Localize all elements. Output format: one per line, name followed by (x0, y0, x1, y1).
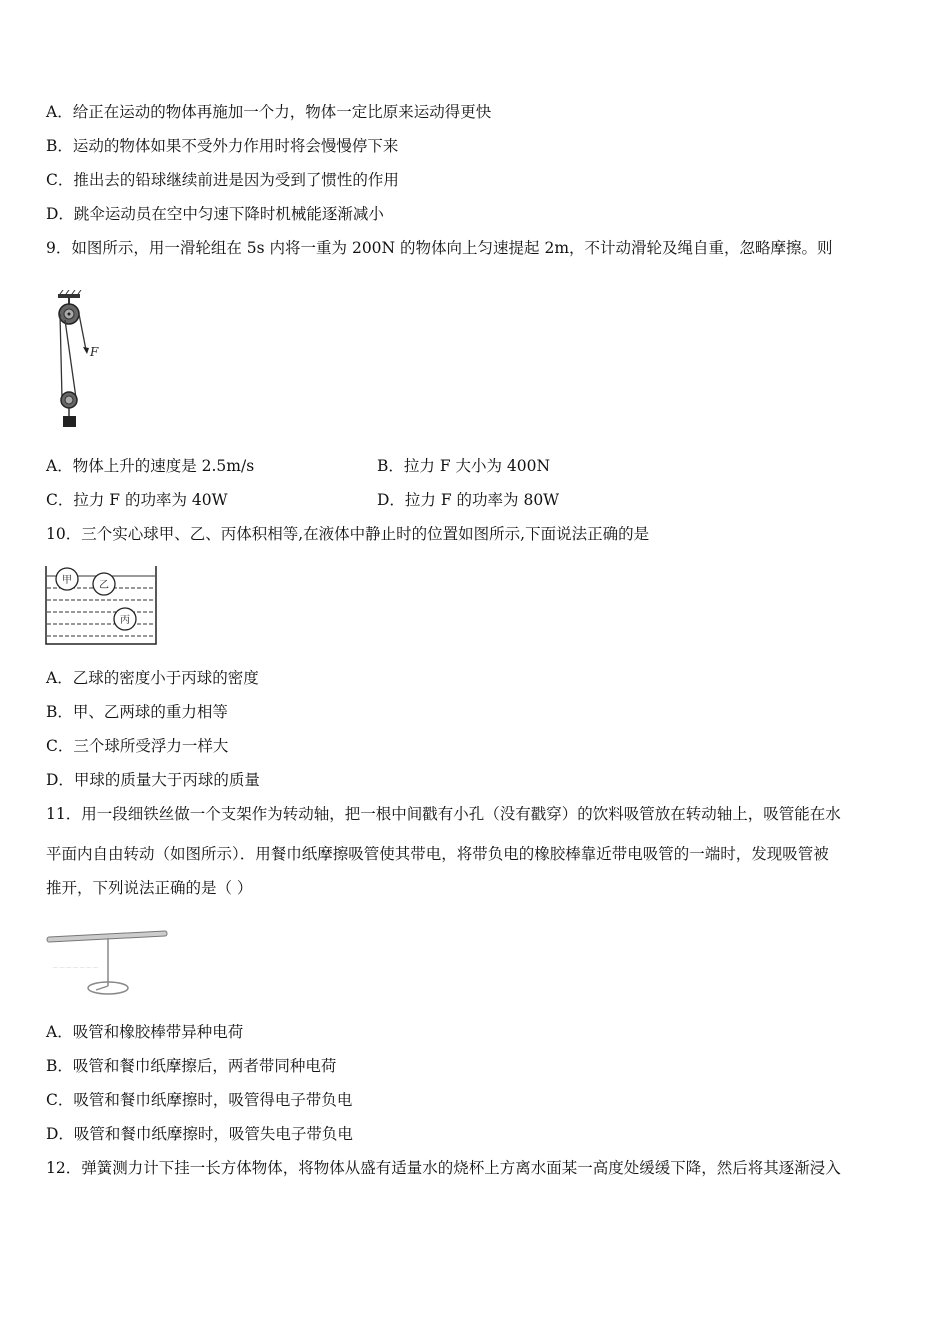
q11-stem-line3: 推开，下列说法正确的是（ ） (46, 879, 253, 897)
q10-option-a: A．乙球的密度小于丙球的密度 (46, 669, 259, 687)
q10-stem: 10．三个实心球甲、乙、丙体积相等,在液体中静止时的位置如图所示,下面说法正确的是 (46, 525, 650, 543)
fixed-pulley (59, 304, 79, 324)
ceiling-mount (58, 290, 81, 304)
q10-option-b: B．甲、乙两球的重力相等 (46, 703, 228, 721)
straw (47, 931, 167, 942)
q12-stem: 12．弹簧测力计下挂一长方体物体，将物体从盛有适量水的烧杯上方离水面某一高度处缓缓下降，然后将其逐渐浸入 (46, 1159, 841, 1177)
q9-option-b: B．拉力 F 大小为 400N (377, 457, 551, 475)
q10-option-d: D．甲球的质量大于丙球的质量 (46, 771, 260, 789)
ball-jia (56, 568, 78, 590)
q10-option-c: C．三个球所受浮力一样大 (46, 737, 229, 755)
ball-jia-label: 甲 (62, 575, 72, 586)
force-arrow (83, 347, 89, 354)
q9-option-c: C．拉力 F 的功率为 40W (46, 491, 228, 509)
q8-option-b: B．运动的物体如果不受外力作用时将会慢慢停下来 (46, 137, 399, 155)
q11-option-b: B．吸管和餐巾纸摩擦后，两者带同种电荷 (46, 1057, 337, 1075)
pulley-figure (52, 290, 112, 430)
q9-option-a: A．物体上升的速度是 2.5m/s (46, 457, 255, 475)
q11-stem-line1: 11．用一段细铁丝做一个支架作为转动轴，把一根中间戳有小孔（没有戳穿）的饮料吸管放在转动轴上，吸管能在水 (46, 805, 841, 823)
ball-yi (93, 573, 115, 595)
weight-block (63, 416, 76, 427)
ball-bing (114, 608, 136, 630)
floating-balls-figure (44, 564, 160, 648)
q11-stem-line2: 平面内自由转动（如图所示）．用餐巾纸摩擦吸管使其带电，将带负电的橡胶棒靠近带电吸管的一端时，发现吸管被 (46, 845, 829, 863)
q8-option-c: C．推出去的铅球继续前进是因为受到了惯性的作用 (46, 171, 399, 189)
q9-stem: 9．如图所示，用一滑轮组在 5s 内将一重为 200N 的物体向上匀速提起 2m，不计动滑轮及绳自重，忽略摩擦。则 (46, 239, 833, 257)
force-label: F (90, 345, 99, 359)
q8-option-a: A．给正在运动的物体再施加一个力，物体一定比原来运动得更快 (46, 103, 492, 121)
q9-option-d: D．拉力 F 的功率为 80W (377, 491, 560, 509)
faint-watermark-mark: ~~~~~~~ (52, 963, 99, 972)
movable-pulley (61, 392, 77, 416)
q8-option-d: D．跳伞运动员在空中匀速下降时机械能逐渐减小 (46, 205, 384, 223)
q11-option-a: A．吸管和橡胶棒带异种电荷 (46, 1023, 244, 1041)
straw-stand-figure (44, 922, 172, 1002)
ball-bing-label: 丙 (120, 615, 130, 626)
q11-option-d: D．吸管和餐巾纸摩擦时，吸管失电子带负电 (46, 1125, 353, 1143)
rope (60, 314, 86, 398)
ball-yi-label: 乙 (99, 580, 109, 591)
q11-option-c: C．吸管和餐巾纸摩擦时，吸管得电子带负电 (46, 1091, 353, 1109)
